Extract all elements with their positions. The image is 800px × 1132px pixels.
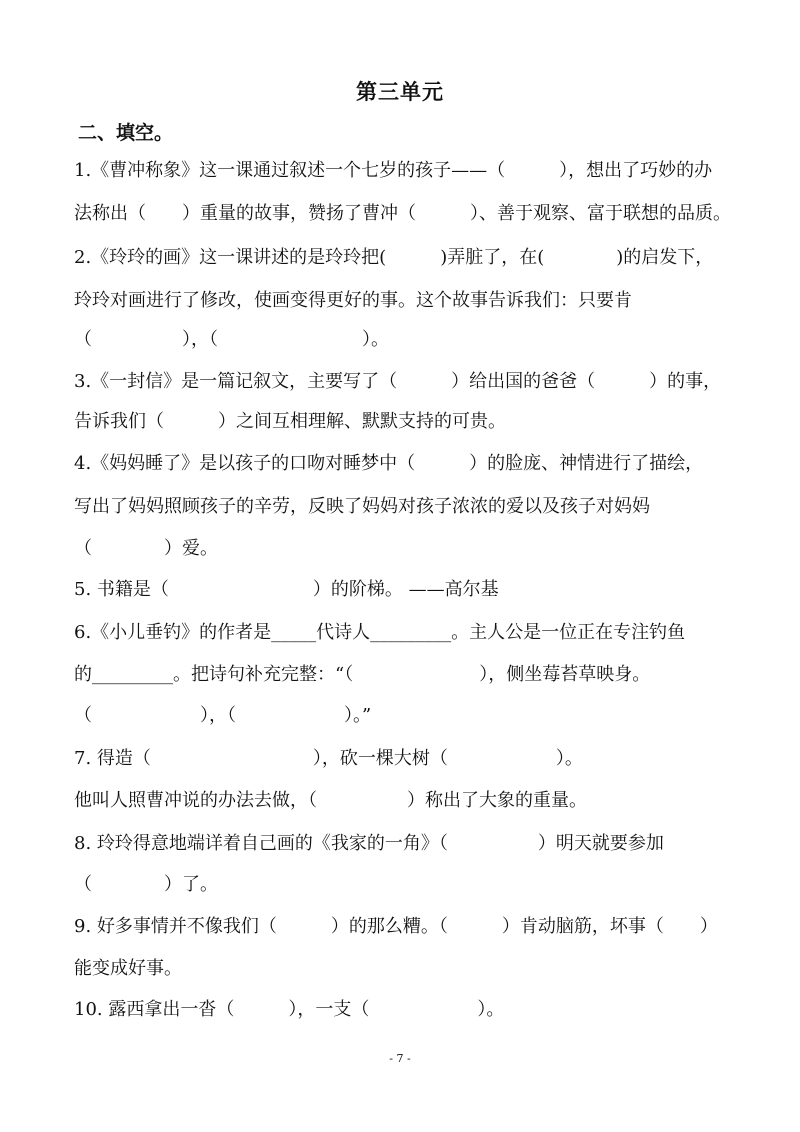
- text-line: 5. 书籍是（ ）的阶梯。 ——高尔基: [74, 579, 499, 600]
- text-line: （ ），（ ）。: [74, 329, 389, 350]
- text-line: 法称出（ ）重量的故事，赞扬了曹冲（ ）、善于观察、富于联想的品质。: [74, 203, 731, 224]
- text-line: （ ），（ ）。”: [74, 705, 372, 726]
- text-line: 能变成好事。: [74, 958, 182, 979]
- text-line: 7. 得造（ ），砍一棵大树（ ）。: [74, 748, 583, 769]
- text-line: 10. 露西拿出一沓（ ），一支（ ）。: [74, 999, 505, 1020]
- text-line: 他叫人照曹冲说的办法去做，（ ）称出了大象的重量。: [74, 790, 587, 811]
- text-line: 6.《小儿垂钓》的作者是_____代诗人_________。主人公是一位正在专注钓鱼: [74, 622, 686, 643]
- text-line: 4.《妈妈睡了》是以孩子的口吻对睡梦中（ ）的脸庞、神情进行了描绘，: [74, 453, 704, 474]
- text-line: 2.《玲玲的画》这一课讲述的是玲玲把( )弄脏了，在( )的启发下，: [74, 247, 714, 268]
- text-line: 9. 好多事情并不像我们（ ）的那么糟。（ ）肯动脑筋，坏事（ ）: [74, 916, 718, 937]
- text-line: （ ）爱。: [74, 538, 218, 559]
- text-line: 8. 玲玲得意地端详着自己画的《我家的一角》（ ）明天就要参加: [74, 833, 664, 854]
- text-line: 的_________。把诗句补充完整：“（ ），侧坐莓苔草映身。: [74, 664, 651, 685]
- text-line: 玲玲对画进行了修改，使画变得更好的事。这个故事告诉我们：只要肯: [74, 290, 632, 311]
- text-line: 告诉我们（ ）之间互相理解、默默支持的可贵。: [74, 411, 506, 432]
- section-heading: 二、填空。: [78, 122, 174, 144]
- page-number: - 7 -: [389, 1052, 411, 1065]
- text-line: （ ）了。: [74, 874, 218, 895]
- text-line: 写出了妈妈照顾孩子的辛劳，反映了妈妈对孩子浓浓的爱以及孩子对妈妈: [74, 496, 650, 517]
- text-line: 1.《曹冲称象》这一课通过叙述一个七岁的孩子——（ ），想出了巧妙的办: [74, 160, 713, 181]
- page-title: 第三单元: [356, 80, 444, 104]
- text-line: 3.《一封信》是一篇记叙文，主要写了（ ）给出国的爸爸（ ）的事，: [74, 371, 722, 392]
